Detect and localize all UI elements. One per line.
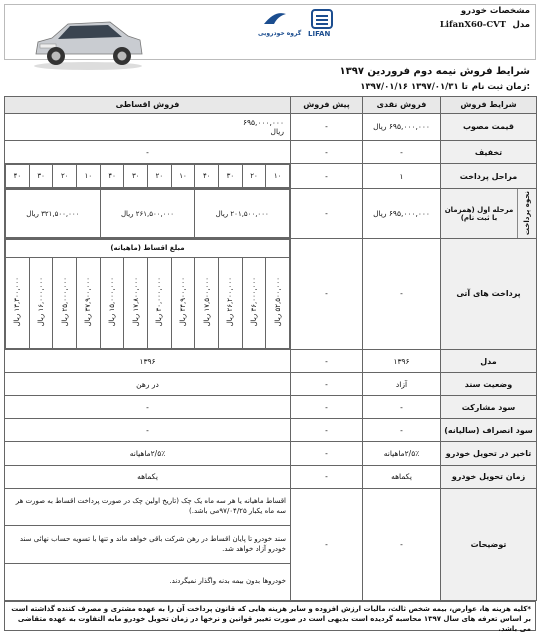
stages-prepay: - [291, 164, 363, 189]
discount-install: - [5, 141, 291, 164]
future-prepay: - [291, 238, 363, 349]
sales-conditions-table [4, 96, 537, 601]
col-conditions: شرایط فروش [441, 97, 537, 114]
col-install: فروش اقساطی [5, 97, 291, 114]
first-prepay: - [291, 189, 363, 238]
first-install: ۲۰۱,۵۰۰,۰۰۰ ریال ۲۶۱,۵۰۰,۰۰۰ ریال ۳۲۱,۵۰۰,۰۰۰ ریال [5, 189, 291, 238]
row-stages: مراحل پرداخت [441, 164, 537, 189]
row-discount: تخفیف [441, 141, 537, 164]
doc-prepay: - [291, 373, 363, 396]
reg-time-value: ۱۳۹۷/۰۱/۱۶ تا ۱۳۹۷/۰۱/۳۱ [360, 82, 468, 92]
discount-prepay: - [291, 141, 363, 164]
row-first-stage: نحوه پرداخت مرحله اول (همزمان با ثبت نام) [441, 189, 537, 238]
brand-en: LIFAN [308, 30, 331, 38]
stages-install [5, 164, 291, 189]
specs-label: مشخصات خودرو [460, 6, 530, 16]
car-image [28, 10, 148, 72]
price-prepay: - [291, 113, 363, 140]
row-delivery: زمان تحویل خودرو [441, 465, 537, 488]
delivery-prepay: - [291, 465, 363, 488]
side-payment: نحوه پرداخت [523, 190, 531, 235]
sale-title: شرایط فروش نیمه دوم فروردین ۱۳۹۷ [339, 66, 530, 77]
row-partner: سود مشارکت [441, 396, 537, 419]
partner-cash: - [363, 396, 441, 419]
price-install: ۶۹۵,۰۰۰,۰۰۰ ریال [5, 113, 291, 140]
reg-time-label: زمان ثبت نام: [471, 82, 530, 92]
penalty-prepay: - [291, 419, 363, 442]
note-3: خودروها بدون بیمه بدنه واگذار نمیگردند. [5, 564, 291, 601]
model-cash: ۱۳۹۶ [363, 350, 441, 373]
delay-cash: ۲/۵٪ماهیانه [363, 442, 441, 465]
row-delay: تاخیر در تحویل خودرو [441, 442, 537, 465]
col-cash: فروش نقدی [363, 97, 441, 114]
partner-prepay: - [291, 396, 363, 419]
note-2: سند خودرو تا پایان اقساط در رهن شرکت باقی خواهد ماند و تنها با تسویه حساب نهائی سند خودرو آزاد خواهد شد. [5, 526, 291, 564]
model-value: LifanX60-CVT [439, 20, 506, 30]
col-prepay: پیش فروش [291, 97, 363, 114]
doc-install: در رهن [5, 373, 291, 396]
group-logo-icon [260, 8, 290, 30]
notes-prepay: - [291, 488, 363, 600]
delivery-install: یکماهه [5, 465, 291, 488]
penalty-install: - [5, 419, 291, 442]
note-1: اقساط ماهیانه یا هر سه ماه یک چک (تاریخ اولین چک در صورت پرداخت اقساط به صورت هر سه ماه یکبار ۹۷/۰۴/۲۵می باشد.) [5, 488, 291, 526]
future-install: مبلغ اقساط (ماهیانه) ۵۲,۵۰۰,۰۰۰ ریال ۳۶,۰۰۰,۰۰۰ ریال ۲۶,۲۰۰,۰۰۰ ریال ۱۷,۵۰۰,۰۰۰ ریال ۴۴,۹۰۰,۰۰۰ ریال ۳۰,۰۰۰,۰۰۰ ریال ۱۷,۸۰۰,۰۰۰ ریال ۱۵,۰۰۰,۰۰۰ ریال ۳۷,۹۰۰,۰۰۰ ریال ۲۵,۰۰۰,۰۰۰ ریال ۱۶,۰۰۰,۰۰۰ ریال ۱۳,۳۰۰,۰۰۰ ریال [5, 238, 291, 349]
price-cash: ۶۹۵,۰۰۰,۰۰۰ ریال [363, 113, 441, 140]
penalty-cash: - [363, 419, 441, 442]
row-penalty: سود انصراف (سالیانه) [441, 419, 537, 442]
row-model: مدل [441, 350, 537, 373]
row-doc: وضعیت سند [441, 373, 537, 396]
row-notes: توضیحات [441, 488, 537, 600]
model-install: ۱۳۹۶ [5, 350, 291, 373]
footer-note: *کلیه هزینه ها، عوارض، بیمه شخص ثالث، مالیات ارزش افزوده و سایر هزینه هایی که قانون پرداخت آن را به عهده مشتری و مصرف کننده گذاشته است بر اساس تعرفه های سال ۱۳۹۷ محاسبه گردیده است بدیهی است در صورت تغییر قوانین و نرخها در زمان تحویل خودرو مابه التفاوت به عهده متقاضی می باشد. [4, 601, 536, 631]
doc-cash: آزاد [363, 373, 441, 396]
discount-cash: - [363, 141, 441, 164]
stages-cash: ۱ [363, 164, 441, 189]
partner-install: - [5, 396, 291, 419]
monthly-amount-label: مبلغ اقساط (ماهیانه) [6, 239, 290, 257]
delivery-cash: یکماهه [363, 465, 441, 488]
delay-install: ۲/۵٪ماهیانه [5, 442, 291, 465]
future-cash: - [363, 238, 441, 349]
lifan-logo-icon [310, 8, 334, 30]
row-price: قیمت مصوب [441, 113, 537, 140]
brand-fa: گروه خودرویی [258, 30, 302, 37]
notes-cash: - [363, 488, 441, 600]
row-future: پرداخت های آتی [441, 238, 537, 349]
model-label: مدل [512, 20, 530, 30]
stages-grid: ۱۰ ۲۰ ۳۰ ۴۰ ۱۰ ۲۰ ۳۰ ۴۰ ۱۰ ۲۰ ۳۰ ۴۰ [5, 164, 290, 188]
model-prepay: - [291, 350, 363, 373]
first-cash: ۶۹۵,۰۰۰,۰۰۰ ریال [363, 189, 441, 238]
brand-logos [258, 8, 338, 42]
delay-prepay: - [291, 442, 363, 465]
